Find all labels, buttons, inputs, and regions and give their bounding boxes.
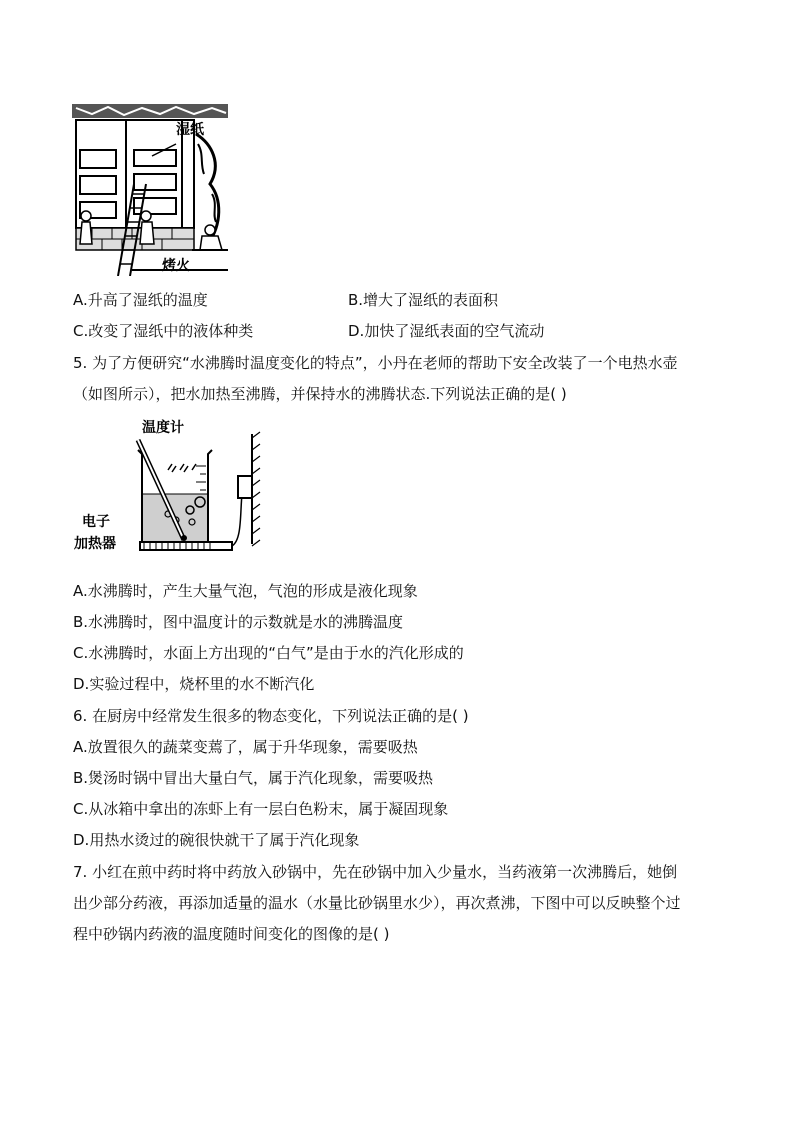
q5-option-b: B.水沸腾时，图中温度计的示数就是水的沸腾温度 <box>73 613 404 631</box>
q5-option-a: A.水沸腾时，产生大量气泡，气泡的形成是液化现象 <box>73 582 418 600</box>
q5-stem-line1: 5. 为了方便研究“水沸腾时温度变化的特点”，小丹在老师的帮助下安全改装了一个电热水壶 <box>73 354 678 372</box>
q5-option-d: D.实验过程中，烧杯里的水不断汽化 <box>73 675 315 693</box>
wet-paper-label: 湿纸 <box>176 122 204 138</box>
q6-option-d: D.用热水烫过的碗很快就干了属于汽化现象 <box>73 831 360 849</box>
q4-option-c: C.改变了湿纸中的液体种类 <box>73 322 254 340</box>
q5-stem-line2: （如图所示），把水加热至沸腾，并保持水的沸腾状态.下列说法正确的是( ) <box>73 385 567 403</box>
q4-option-d: D.加快了湿纸表面的空气流动 <box>348 322 545 340</box>
q7-stem-line3: 程中砂锅内药液的温度随时间变化的图像的是( ) <box>73 925 390 943</box>
q7-stem-line1: 7. 小红在煎中药时将中药放入砂锅中，先在砂锅中加入少量水，当药液第一次沸腾后，她倒 <box>73 863 678 881</box>
boiling-water-apparatus-figure <box>72 414 272 556</box>
q6-option-c: C.从冰箱中拿出的冻虾上有一层白色粉末，属于凝固现象 <box>73 800 449 818</box>
q7-stem-line2: 出少部分药液，再添加适量的温水（水量比砂锅里水少），再次煮沸，下图中可以反映整个过 <box>73 894 681 912</box>
wet-paper-drying-figure <box>72 104 232 276</box>
fire-label: 烤火 <box>162 258 190 274</box>
thermometer-label: 温度计 <box>142 420 184 436</box>
q5-option-c: C.水沸腾时，水面上方出现的“白气”是由于水的汽化形成的 <box>73 644 464 662</box>
heater-label-line1: 电子 <box>82 514 110 530</box>
q4-option-b: B.增大了湿纸的表面积 <box>348 291 499 309</box>
q4-option-a: A.升高了湿纸的温度 <box>73 291 208 309</box>
q6-option-a: A.放置很久的蔬菜变蔫了，属于升华现象，需要吸热 <box>73 738 418 756</box>
q6-option-b: B.煲汤时锅中冒出大量白气，属于汽化现象，需要吸热 <box>73 769 434 787</box>
q6-stem: 6. 在厨房中经常发生很多的物态变化，下列说法正确的是( ) <box>73 707 469 725</box>
heater-label-line2: 加热器 <box>74 536 116 552</box>
